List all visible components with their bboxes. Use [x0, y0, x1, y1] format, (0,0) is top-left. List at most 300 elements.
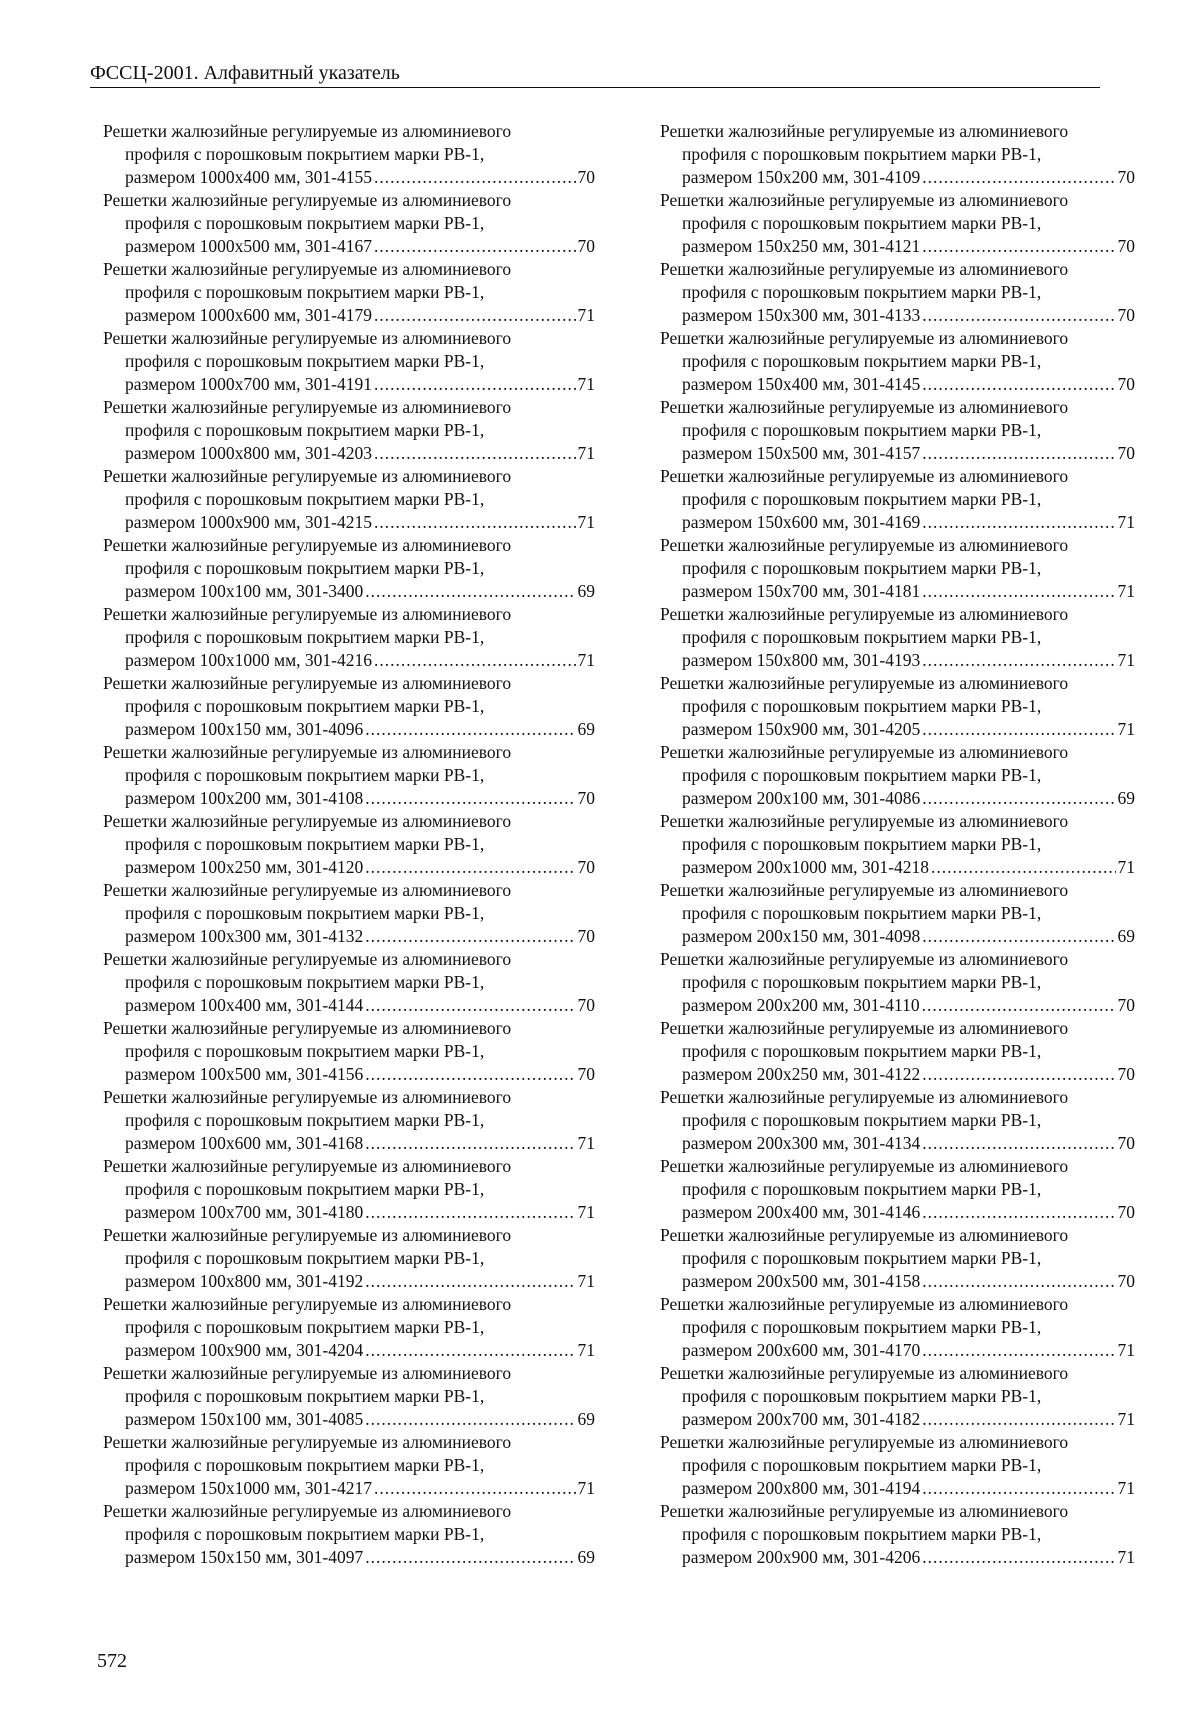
- entry-size: 150х900: [756, 719, 818, 739]
- index-entry: [103, 1155, 595, 1224]
- index-entry: [103, 396, 595, 465]
- entry-code: 301-4155: [304, 167, 372, 187]
- entry-title-line: Решетки жалюзийные регулируемые из алюминиевого: [103, 1432, 512, 1452]
- entry-code: 301-4146: [853, 1202, 921, 1222]
- entry-title-line: профиля с порошковым покрытием марки РВ-1,: [682, 489, 1042, 509]
- dot-leader: [922, 442, 1115, 465]
- entry-reference: размером 150х600 мм, 301-4169: [682, 512, 921, 532]
- entry-page: 70: [1117, 1202, 1135, 1222]
- entry-title-line: Решетки жалюзийные регулируемые из алюминиевого: [103, 328, 512, 348]
- entry-reference-line: [103, 1270, 595, 1293]
- index-entry: [660, 1500, 1135, 1569]
- entry-title-line: Решетки жалюзийные регулируемые из алюминиевого: [103, 811, 512, 831]
- entry-page: 71: [577, 443, 595, 463]
- entry-reference: размером 150х800 мм, 301-4193: [682, 650, 921, 670]
- dot-leader: [365, 1201, 575, 1224]
- entry-title-line: Решетки жалюзийные регулируемые из алюминиевого: [103, 673, 512, 693]
- entry-size: 150х150: [199, 1547, 261, 1567]
- entry-size: 150х200: [756, 167, 818, 187]
- index-entry: [660, 1293, 1135, 1362]
- entry-code: 301-4156: [296, 1064, 364, 1084]
- entry-code: 301-4180: [296, 1202, 364, 1222]
- entry-page: 69: [577, 581, 595, 601]
- index-entry: [103, 1224, 595, 1293]
- dot-leader: [922, 925, 1115, 948]
- entry-page: 70: [577, 857, 595, 877]
- entry-code: 301-4179: [304, 305, 372, 325]
- entry-reference-line: [103, 1546, 595, 1569]
- entry-reference-line: [660, 235, 1135, 258]
- entry-title-line: Решетки жалюзийные регулируемые из алюминиевого: [660, 880, 1069, 900]
- index-entry: [660, 672, 1135, 741]
- entry-code: 301-4097: [296, 1547, 364, 1567]
- entry-title-line: профиля с порошковым покрытием марки РВ-1,: [125, 420, 485, 440]
- index-entry: [660, 534, 1135, 603]
- entry-title-line: профиля с порошковым покрытием марки РВ-1,: [682, 282, 1042, 302]
- dot-leader: [374, 166, 576, 189]
- entry-title-line: профиля с порошковым покрытием марки РВ-1,: [125, 903, 485, 923]
- entry-size: 150х250: [756, 236, 818, 256]
- entry-page: 69: [577, 1547, 595, 1567]
- entry-reference: размером 200х900 мм, 301-4206: [682, 1547, 921, 1567]
- entry-reference-line: [660, 1201, 1135, 1224]
- entry-title-line: Решетки жалюзийные регулируемые из алюминиевого: [103, 190, 512, 210]
- entry-reference: размером 200х600 мм, 301-4170: [682, 1340, 921, 1360]
- entry-page: 69: [577, 1409, 595, 1429]
- entry-reference: размером 200х400 мм, 301-4146: [682, 1202, 921, 1222]
- entry-reference-line: [660, 718, 1135, 741]
- entry-page: 71: [577, 1271, 595, 1291]
- entry-title-line: профиля с порошковым покрытием марки РВ-1,: [125, 1386, 485, 1406]
- entry-code: 301-4109: [853, 167, 921, 187]
- entry-size: 100х700: [199, 1202, 261, 1222]
- entry-page: 70: [1117, 443, 1135, 463]
- entry-code: 301-4169: [853, 512, 921, 532]
- dot-leader: [365, 925, 575, 948]
- entry-title-line: профиля с порошковым покрытием марки РВ-1,: [125, 351, 485, 371]
- index-column-right: [660, 120, 1135, 1569]
- entry-title-line: Решетки жалюзийные регулируемые из алюминиевого: [660, 811, 1069, 831]
- entry-title-line: Решетки жалюзийные регулируемые из алюминиевого: [103, 1501, 512, 1521]
- entry-title-line: Решетки жалюзийные регулируемые из алюминиевого: [103, 466, 512, 486]
- entry-size: 200х100: [756, 788, 818, 808]
- entry-size: 100х300: [199, 926, 261, 946]
- index-entry: [103, 1500, 595, 1569]
- entry-size: 200х500: [756, 1271, 818, 1291]
- entry-reference-line: [103, 1477, 595, 1500]
- entry-size: 1000х500: [199, 236, 270, 256]
- entry-page: 71: [1117, 650, 1135, 670]
- entry-page: 71: [577, 1202, 595, 1222]
- entry-code: 301-4194: [853, 1478, 921, 1498]
- entry-reference: размером 200х100 мм, 301-4086: [682, 788, 921, 808]
- entry-page: 71: [1117, 1409, 1135, 1429]
- entry-reference-line: [103, 580, 595, 603]
- index-entry: [660, 258, 1135, 327]
- index-entry: [103, 879, 595, 948]
- entry-reference: размером 100х300 мм, 301-4132: [125, 926, 364, 946]
- index-entry: [103, 189, 595, 258]
- entry-code: 301-4132: [296, 926, 364, 946]
- entry-reference-line: [103, 511, 595, 534]
- entry-reference: размером 1000х500 мм, 301-4167: [125, 236, 372, 256]
- entry-title-line: профиля с порошковым покрытием марки РВ-1,: [682, 558, 1042, 578]
- entry-reference: размером 100х600 мм, 301-4168: [125, 1133, 364, 1153]
- index-entry: [103, 327, 595, 396]
- entry-size: 100х800: [199, 1271, 261, 1291]
- entry-code: 301-4133: [853, 305, 921, 325]
- entry-title-line: профиля с порошковым покрытием марки РВ-1,: [125, 696, 485, 716]
- entry-reference-line: [103, 925, 595, 948]
- entry-title-line: профиля с порошковым покрытием марки РВ-1,: [682, 1110, 1042, 1130]
- entry-title-line: профиля с порошковым покрытием марки РВ-1,: [682, 420, 1042, 440]
- entry-title-line: Решетки жалюзийные регулируемые из алюминиевого: [103, 1087, 512, 1107]
- entry-reference: размером 1000х400 мм, 301-4155: [125, 167, 372, 187]
- entry-code: 301-4181: [853, 581, 921, 601]
- entry-reference-line: [660, 373, 1135, 396]
- entry-code: 301-4158: [853, 1271, 921, 1291]
- entry-size: 1000х400: [199, 167, 270, 187]
- entry-page: 70: [1117, 374, 1135, 394]
- entry-size: 200х700: [756, 1409, 818, 1429]
- entry-reference-line: [660, 1063, 1135, 1086]
- index-entry: [660, 327, 1135, 396]
- entry-reference: размером 100х800 мм, 301-4192: [125, 1271, 364, 1291]
- entry-code: 301-4157: [853, 443, 921, 463]
- dot-leader: [922, 1270, 1115, 1293]
- dot-leader: [922, 994, 1116, 1017]
- dot-leader: [365, 1339, 575, 1362]
- entry-code: 301-4203: [304, 443, 372, 463]
- entry-title-line: Решетки жалюзийные регулируемые из алюминиевого: [660, 466, 1069, 486]
- entry-code: 301-4170: [853, 1340, 921, 1360]
- page-number: 572: [97, 1650, 127, 1672]
- entry-reference: размером 150х250 мм, 301-4121: [682, 236, 921, 256]
- entry-title-line: Решетки жалюзийные регулируемые из алюминиевого: [103, 1018, 512, 1038]
- entry-reference-line: [660, 1546, 1135, 1569]
- entry-reference: размером 1000х800 мм, 301-4203: [125, 443, 372, 463]
- entry-reference-line: [103, 235, 595, 258]
- entry-reference-line: [103, 166, 595, 189]
- index-entry: [660, 1017, 1135, 1086]
- dot-leader: [374, 1477, 576, 1500]
- entry-reference-line: [660, 1339, 1135, 1362]
- dot-leader: [374, 235, 576, 258]
- entry-title-line: профиля с порошковым покрытием марки РВ-1,: [125, 1179, 485, 1199]
- entry-title-line: профиля с порошковым покрытием марки РВ-1,: [682, 1179, 1042, 1199]
- entry-title-line: профиля с порошковым покрытием марки РВ-1,: [125, 765, 485, 785]
- entry-code: 301-4192: [296, 1271, 364, 1291]
- dot-leader: [365, 787, 575, 810]
- entry-page: 70: [577, 995, 595, 1015]
- entry-size: 200х600: [756, 1340, 818, 1360]
- index-entry: [103, 1086, 595, 1155]
- entry-title-line: Решетки жалюзийные регулируемые из алюминиевого: [103, 121, 512, 141]
- entry-title-line: Решетки жалюзийные регулируемые из алюминиевого: [103, 535, 512, 555]
- dot-leader: [365, 580, 575, 603]
- entry-code: 301-4110: [853, 995, 920, 1015]
- dot-leader: [922, 511, 1115, 534]
- entry-reference: размером 1000х700 мм, 301-4191: [125, 374, 372, 394]
- index-entry: [103, 120, 595, 189]
- entry-reference-line: [103, 373, 595, 396]
- entry-reference-line: [103, 994, 595, 1017]
- dot-leader: [922, 1477, 1115, 1500]
- entry-page: 70: [1117, 167, 1135, 187]
- entry-code: 301-4167: [304, 236, 372, 256]
- entry-reference-line: [103, 304, 595, 327]
- entry-code: 301-4120: [296, 857, 364, 877]
- entry-code: 301-4182: [853, 1409, 921, 1429]
- entry-page: 69: [577, 719, 595, 739]
- index-entry: [103, 534, 595, 603]
- entry-reference: размером 150х700 мм, 301-4181: [682, 581, 921, 601]
- entry-code: 301-4206: [853, 1547, 921, 1567]
- entry-title-line: Решетки жалюзийные регулируемые из алюминиевого: [660, 1087, 1069, 1107]
- entry-size: 150х400: [756, 374, 818, 394]
- entry-code: 301-4108: [296, 788, 364, 808]
- entry-code: 301-4216: [304, 650, 372, 670]
- dot-leader: [922, 787, 1115, 810]
- entry-title-line: профиля с порошковым покрытием марки РВ-1,: [682, 1317, 1042, 1337]
- entry-reference: размером 150х1000 мм, 301-4217: [125, 1478, 372, 1498]
- index-entry: [660, 396, 1135, 465]
- dot-leader: [922, 1201, 1115, 1224]
- entry-reference: размером 100х700 мм, 301-4180: [125, 1202, 364, 1222]
- entry-reference: размером 100х150 мм, 301-4096: [125, 719, 364, 739]
- entry-reference-line: [103, 856, 595, 879]
- entry-page: 69: [1117, 926, 1135, 946]
- entry-reference: размером 200х800 мм, 301-4194: [682, 1478, 921, 1498]
- entry-title-line: профиля с порошковым покрытием марки РВ-1,: [125, 1041, 485, 1061]
- entry-size: 100х1000: [199, 650, 270, 670]
- index-entry: [103, 1362, 595, 1431]
- entry-reference: размером 100х400 мм, 301-4144: [125, 995, 364, 1015]
- dot-leader: [922, 649, 1115, 672]
- entry-title-line: Решетки жалюзийные регулируемые из алюминиевого: [660, 1018, 1069, 1038]
- entry-title-line: Решетки жалюзийные регулируемые из алюминиевого: [660, 742, 1069, 762]
- index-column-left: [103, 120, 595, 1569]
- entry-size: 200х150: [756, 926, 818, 946]
- entry-size: 100х600: [199, 1133, 261, 1153]
- dot-leader: [374, 304, 576, 327]
- entry-reference: размером 150х300 мм, 301-4133: [682, 305, 921, 325]
- entry-title-line: Решетки жалюзийные регулируемые из алюминиевого: [660, 121, 1069, 141]
- index-entry: [660, 1362, 1135, 1431]
- entry-title-line: Решетки жалюзийные регулируемые из алюминиевого: [660, 1432, 1069, 1452]
- index-entry: [103, 810, 595, 879]
- index-entry: [103, 465, 595, 534]
- entry-size: 100х150: [199, 719, 261, 739]
- entry-reference-line: [103, 1201, 595, 1224]
- entry-code: 301-4215: [304, 512, 372, 532]
- entry-title-line: Решетки жалюзийные регулируемые из алюминиевого: [660, 1156, 1069, 1176]
- index-entry: [660, 189, 1135, 258]
- dot-leader: [365, 1132, 575, 1155]
- entry-title-line: профиля с порошковым покрытием марки РВ-1,: [682, 834, 1042, 854]
- entry-title-line: Решетки жалюзийные регулируемые из алюминиевого: [660, 949, 1069, 969]
- dot-leader: [365, 994, 575, 1017]
- dot-leader: [922, 1132, 1115, 1155]
- entry-reference-line: [660, 442, 1135, 465]
- entry-page: 70: [577, 236, 595, 256]
- entry-size: 100х100: [199, 581, 261, 601]
- entry-title-line: профиля с порошковым покрытием марки РВ-1,: [125, 558, 485, 578]
- entry-title-line: Решетки жалюзийные регулируемые из алюминиевого: [660, 535, 1069, 555]
- entry-page: 71: [1117, 581, 1135, 601]
- entry-title-line: профиля с порошковым покрытием марки РВ-1,: [125, 1110, 485, 1130]
- index-entry: [660, 810, 1135, 879]
- entry-reference-line: [660, 787, 1135, 810]
- entry-size: 200х200: [756, 995, 818, 1015]
- entry-title-line: Решетки жалюзийные регулируемые из алюминиевого: [660, 328, 1069, 348]
- entry-size: 1000х800: [199, 443, 270, 463]
- index-entry: [103, 672, 595, 741]
- index-entry: [660, 948, 1135, 1017]
- entry-reference-line: [660, 994, 1135, 1017]
- entry-title-line: Решетки жалюзийные регулируемые из алюминиевого: [103, 949, 512, 969]
- entry-reference-line: [660, 304, 1135, 327]
- entry-reference: размером 1000х900 мм, 301-4215: [125, 512, 372, 532]
- entry-size: 200х300: [756, 1133, 818, 1153]
- entry-reference: размером 100х250 мм, 301-4120: [125, 857, 364, 877]
- entry-title-line: Решетки жалюзийные регулируемые из алюминиевого: [660, 190, 1069, 210]
- entry-page: 71: [1117, 1547, 1135, 1567]
- entry-page: 71: [577, 305, 595, 325]
- entry-reference-line: [103, 649, 595, 672]
- entry-size: 150х500: [756, 443, 818, 463]
- entry-title-line: профиля с порошковым покрытием марки РВ-1,: [125, 282, 485, 302]
- dot-leader: [374, 442, 576, 465]
- entry-reference-line: [660, 511, 1135, 534]
- entry-reference-line: [103, 1408, 595, 1431]
- entry-title-line: профиля с порошковым покрытием марки РВ-1,: [682, 1248, 1042, 1268]
- entry-page: 70: [1117, 1271, 1135, 1291]
- dot-leader: [931, 856, 1116, 879]
- entry-code: 301-4086: [853, 788, 921, 808]
- entry-page: 71: [577, 1340, 595, 1360]
- entry-reference: размером 200х150 мм, 301-4098: [682, 926, 921, 946]
- index-entry: [103, 1293, 595, 1362]
- entry-title-line: профиля с порошковым покрытием марки РВ-1,: [125, 972, 485, 992]
- entry-size: 200х250: [756, 1064, 818, 1084]
- dot-leader: [922, 373, 1115, 396]
- entry-size: 150х800: [756, 650, 818, 670]
- dot-leader: [922, 1546, 1115, 1569]
- entry-page: 70: [577, 167, 595, 187]
- index-entry: [660, 120, 1135, 189]
- entry-code: 301-4193: [853, 650, 921, 670]
- entry-title-line: Решетки жалюзийные регулируемые из алюминиевого: [660, 1363, 1069, 1383]
- entry-reference: размером 150х150 мм, 301-4097: [125, 1547, 364, 1567]
- dot-leader: [922, 304, 1115, 327]
- page-header: [90, 62, 1100, 88]
- entry-reference: размером 1000х600 мм, 301-4179: [125, 305, 372, 325]
- entry-title-line: Решетки жалюзийные регулируемые из алюминиевого: [660, 1501, 1069, 1521]
- entry-page: 71: [1117, 512, 1135, 532]
- dot-leader: [922, 718, 1115, 741]
- entry-size: 150х1000: [199, 1478, 270, 1498]
- entry-title-line: Решетки жалюзийные регулируемые из алюминиевого: [660, 604, 1069, 624]
- entry-code: 301-4096: [296, 719, 364, 739]
- dot-leader: [365, 1546, 575, 1569]
- entry-reference: размером 200х250 мм, 301-4122: [682, 1064, 921, 1084]
- entry-title-line: профиля с порошковым покрытием марки РВ-1,: [682, 696, 1042, 716]
- entry-page: 71: [1117, 857, 1135, 877]
- entry-title-line: профиля с порошковым покрытием марки РВ-1,: [125, 834, 485, 854]
- entry-page: 70: [1117, 1133, 1135, 1153]
- entry-reference: размером 100х1000 мм, 301-4216: [125, 650, 372, 670]
- index-entry: [660, 465, 1135, 534]
- dot-leader: [374, 649, 576, 672]
- entry-title-line: профиля с порошковым покрытием марки РВ-1,: [125, 1455, 485, 1475]
- entry-title-line: профиля с порошковым покрытием марки РВ-1,: [682, 351, 1042, 371]
- entry-reference-line: [660, 856, 1135, 879]
- entry-page: 70: [1117, 305, 1135, 325]
- entry-reference: размером 150х400 мм, 301-4145: [682, 374, 921, 394]
- entry-reference-line: [660, 649, 1135, 672]
- index-entry: [660, 603, 1135, 672]
- entry-page: 70: [1117, 995, 1135, 1015]
- entry-size: 100х500: [199, 1064, 261, 1084]
- entry-title-line: Решетки жалюзийные регулируемые из алюминиевого: [103, 397, 512, 417]
- entry-size: 100х250: [199, 857, 261, 877]
- entry-reference: размером 100х200 мм, 301-4108: [125, 788, 364, 808]
- entry-page: 69: [1117, 788, 1135, 808]
- dot-leader: [374, 373, 576, 396]
- index-entry: [103, 258, 595, 327]
- entry-title-line: Решетки жалюзийные регулируемые из алюминиевого: [103, 1363, 512, 1383]
- entry-title-line: Решетки жалюзийные регулируемые из алюминиевого: [660, 397, 1069, 417]
- entry-page: 71: [1117, 1478, 1135, 1498]
- entry-code: 301-4204: [296, 1340, 364, 1360]
- entry-title-line: Решетки жалюзийные регулируемые из алюминиевого: [660, 259, 1069, 279]
- entry-title-line: профиля с порошковым покрытием марки РВ-1,: [125, 1524, 485, 1544]
- entry-code: 301-4085: [296, 1409, 364, 1429]
- index-entry: [660, 741, 1135, 810]
- entry-title-line: профиля с порошковым покрытием марки РВ-1,: [682, 1041, 1042, 1061]
- index-entry: [103, 1431, 595, 1500]
- entry-reference-line: [660, 166, 1135, 189]
- entry-page: 70: [1117, 1064, 1135, 1084]
- entry-reference: размером 200х700 мм, 301-4182: [682, 1409, 921, 1429]
- entry-title-line: Решетки жалюзийные регулируемые из алюминиевого: [103, 604, 512, 624]
- entry-title-line: профиля с порошковым покрытием марки РВ-1,: [682, 1386, 1042, 1406]
- entry-size: 1000х700: [199, 374, 270, 394]
- dot-leader: [374, 511, 576, 534]
- dot-leader: [922, 1408, 1115, 1431]
- header-title: ФССЦ-2001. Алфавитный указатель: [90, 62, 400, 84]
- entry-reference: размером 100х500 мм, 301-4156: [125, 1064, 364, 1084]
- dot-leader: [922, 235, 1115, 258]
- entry-reference: размером 150х500 мм, 301-4157: [682, 443, 921, 463]
- entry-code: 301-4098: [853, 926, 921, 946]
- dot-leader: [365, 1063, 575, 1086]
- entry-reference: размером 150х900 мм, 301-4205: [682, 719, 921, 739]
- entry-reference-line: [660, 1477, 1135, 1500]
- entry-reference-line: [103, 442, 595, 465]
- entry-code: 301-4217: [304, 1478, 372, 1498]
- entry-code: 301-4122: [853, 1064, 921, 1084]
- entry-code: 301-4191: [304, 374, 372, 394]
- entry-title-line: профиля с порошковым покрытием марки РВ-1,: [682, 627, 1042, 647]
- entry-reference-line: [103, 1339, 595, 1362]
- dot-leader: [365, 1270, 575, 1293]
- entry-title-line: профиля с порошковым покрытием марки РВ-1,: [682, 903, 1042, 923]
- entry-title-line: профиля с порошковым покрытием марки РВ-1,: [682, 1455, 1042, 1475]
- entry-reference: размером 150х200 мм, 301-4109: [682, 167, 921, 187]
- entry-title-line: профиля с порошковым покрытием марки РВ-1,: [125, 144, 485, 164]
